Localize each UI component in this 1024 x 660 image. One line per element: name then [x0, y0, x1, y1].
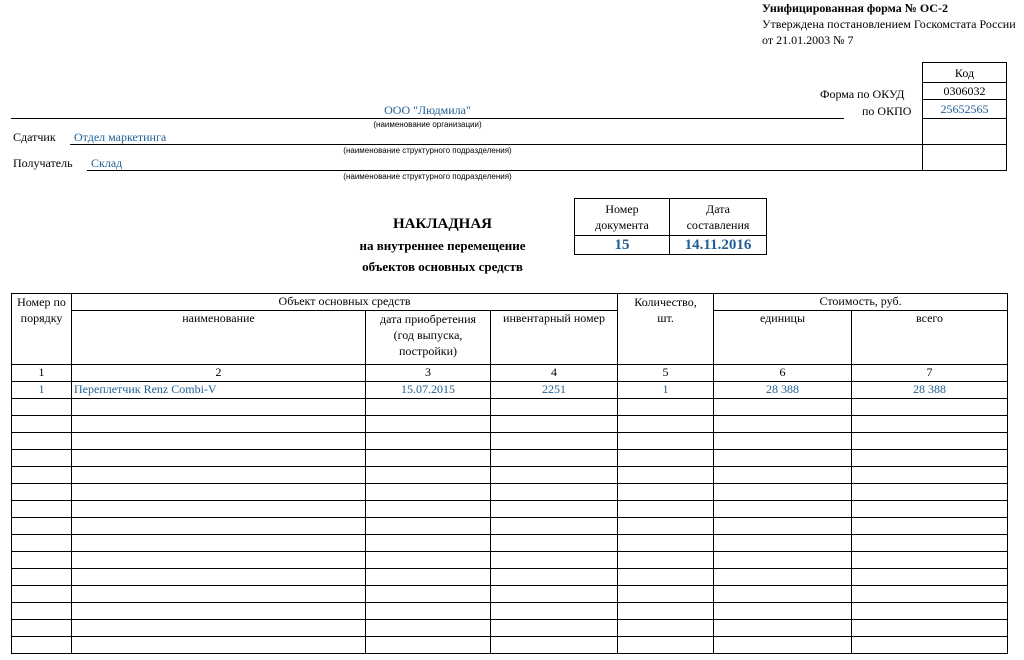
table-cell-empty [72, 620, 366, 637]
table-cell-empty [72, 484, 366, 501]
table-cell-empty [852, 467, 1008, 484]
table-cell-empty [366, 518, 491, 535]
table-cell-empty [366, 603, 491, 620]
table-cell-empty [366, 569, 491, 586]
table-cell-empty [12, 450, 72, 467]
cell-qty: 1 [618, 382, 714, 399]
receiver-line [87, 170, 922, 171]
table-cell-empty [618, 399, 714, 416]
cell-date: 15.07.2015 [366, 382, 491, 399]
header-unit-cost: единицы [714, 311, 852, 365]
table-cell-empty [618, 501, 714, 518]
table-cell-empty [12, 569, 72, 586]
table-row-empty [12, 484, 1008, 501]
doc-date-header-1: Дата [706, 202, 730, 216]
table-cell-empty [618, 603, 714, 620]
assets-table [11, 293, 1008, 654]
header-quantity [618, 294, 714, 365]
sender-value: Отдел маркетинга [74, 130, 167, 144]
organization-caption: (наименование организации) [373, 120, 482, 129]
table-cell-empty [72, 501, 366, 518]
header-acq-date-line-2: (год выпуска, [393, 328, 463, 342]
table-row-empty [12, 416, 1008, 433]
table-cell-empty [618, 586, 714, 603]
table-cell-empty [852, 603, 1008, 620]
cell-total: 28 388 [852, 382, 1008, 399]
table-cell-empty [491, 467, 618, 484]
cell-unit: 28 388 [714, 382, 852, 399]
table-cell-empty [12, 586, 72, 603]
table-cell-empty [72, 450, 366, 467]
receiver-value: Склад [91, 156, 123, 170]
table-cell-empty [852, 518, 1008, 535]
document-subtitle-2: объектов основных средств [362, 259, 523, 274]
table-cell-empty [12, 603, 72, 620]
doc-number-value: 15 [614, 237, 630, 253]
form-title: Унифицированная форма № ОС-2 [762, 1, 948, 15]
column-numbers-row [12, 365, 1008, 382]
table-cell-empty [12, 467, 72, 484]
table-cell-empty [366, 416, 491, 433]
receiver-label: Получатель [13, 156, 73, 170]
table-row-empty [12, 467, 1008, 484]
table-cell-empty [366, 399, 491, 416]
table-cell-empty [491, 399, 618, 416]
header-quantity-line-2: шт. [657, 311, 674, 325]
header-object: Объект основных средств [72, 294, 618, 311]
table-cell-empty [618, 518, 714, 535]
table-cell-empty [72, 552, 366, 569]
cell-name: Переплетчик Renz Combi-V [72, 382, 366, 399]
code-empty-1 [923, 119, 1006, 145]
header-name: наименование [72, 311, 366, 365]
doc-date-value: 14.11.2016 [684, 237, 752, 253]
table-cell-empty [714, 535, 852, 552]
table-cell-empty [852, 586, 1008, 603]
table-cell-empty [618, 535, 714, 552]
header-quantity-line-1: Количество, [634, 295, 697, 309]
okud-value: 0306032 [923, 83, 1006, 100]
okpo-value: 25652565 [923, 100, 1006, 119]
col-number: 2 [72, 365, 366, 382]
table-cell-empty [72, 535, 366, 552]
table-cell-empty [852, 637, 1008, 654]
table-cell-empty [72, 467, 366, 484]
table-cell-empty [491, 501, 618, 518]
table-cell-empty [618, 467, 714, 484]
table-cell-empty [618, 620, 714, 637]
form-header [762, 0, 1016, 48]
cell-num: 1 [12, 382, 72, 399]
approval-line-2: от 21.01.2003 № 7 [762, 33, 854, 47]
receiver-caption: (наименование структурного подразделения) [343, 172, 512, 181]
approval-line-1: Утверждена постановлением Госкомстата России [762, 17, 1016, 31]
table-cell-empty [491, 637, 618, 654]
col-number: 3 [366, 365, 491, 382]
header-row-number-line-2: порядку [20, 311, 63, 325]
doc-number-cell [575, 199, 670, 254]
table-cell-empty [714, 603, 852, 620]
table-cell-empty [852, 433, 1008, 450]
table-row-empty [12, 433, 1008, 450]
table-row-empty [12, 501, 1008, 518]
header-total-cost: всего [852, 311, 1008, 365]
table-cell-empty [72, 416, 366, 433]
col-number: 6 [714, 365, 852, 382]
table-cell-empty [714, 484, 852, 501]
table-cell-empty [852, 552, 1008, 569]
table-cell-empty [714, 416, 852, 433]
table-cell-empty [618, 416, 714, 433]
table-cell-empty [491, 450, 618, 467]
table-cell-empty [12, 484, 72, 501]
table-cell-empty [714, 467, 852, 484]
table-cell-empty [714, 399, 852, 416]
table-cell-empty [852, 535, 1008, 552]
col-number: 5 [618, 365, 714, 382]
table-cell-empty [714, 620, 852, 637]
table-cell-empty [72, 637, 366, 654]
table-cell-empty [12, 399, 72, 416]
doc-number-header-1: Номер [605, 202, 639, 216]
code-header: Код [923, 63, 1006, 83]
sender-caption: (наименование структурного подразделения) [343, 146, 512, 155]
table-cell-empty [366, 637, 491, 654]
table-row-empty [12, 586, 1008, 603]
table-cell-empty [714, 501, 852, 518]
table-cell-empty [491, 484, 618, 501]
header-row-number-line-1: Номер по [17, 295, 66, 309]
table-cell-empty [366, 586, 491, 603]
table-cell-empty [366, 535, 491, 552]
table-cell-empty [12, 620, 72, 637]
table-cell-empty [714, 518, 852, 535]
header-inventory: инвентарный номер [491, 311, 618, 365]
table-cell-empty [12, 501, 72, 518]
col-number: 4 [491, 365, 618, 382]
table-cell-empty [714, 433, 852, 450]
table-cell-empty [852, 416, 1008, 433]
sender-label: Сдатчик [13, 130, 56, 144]
header-acq-date-line-1: дата приобретения [379, 312, 477, 326]
table-row-empty [12, 637, 1008, 654]
doc-date-header-2: составления [686, 218, 750, 232]
table-cell-empty [491, 416, 618, 433]
okud-label: Форма по ОКУД [820, 87, 905, 101]
table-row-empty [12, 450, 1008, 467]
doc-date-cell [670, 199, 766, 254]
table-cell-empty [852, 484, 1008, 501]
table-row-empty [12, 518, 1008, 535]
table-row-empty [12, 535, 1008, 552]
col-number: 7 [852, 365, 1008, 382]
table-cell-empty [618, 450, 714, 467]
table-cell-empty [12, 552, 72, 569]
table-cell-empty [12, 518, 72, 535]
table-cell-empty [72, 518, 366, 535]
table-cell-empty [366, 552, 491, 569]
table-cell-empty [12, 637, 72, 654]
table-cell-empty [852, 399, 1008, 416]
doc-number-header-2: документа [595, 218, 649, 232]
table-cell-empty [366, 467, 491, 484]
table-cell-empty [618, 637, 714, 654]
table-cell-empty [714, 569, 852, 586]
table-cell-empty [72, 399, 366, 416]
header-acq-date-line-3: постройки) [398, 344, 458, 358]
organization-line [11, 118, 844, 119]
table-cell-empty [852, 501, 1008, 518]
table-cell-empty [366, 450, 491, 467]
table-cell-empty [491, 603, 618, 620]
table-cell-empty [72, 586, 366, 603]
table-cell-empty [491, 620, 618, 637]
table-cell-empty [618, 433, 714, 450]
table-cell-empty [12, 416, 72, 433]
table-cell-empty [72, 433, 366, 450]
table-cell-empty [72, 569, 366, 586]
table-row-empty [12, 603, 1008, 620]
table-cell-empty [714, 637, 852, 654]
table-row [12, 382, 1008, 399]
cell-inv: 2251 [491, 382, 618, 399]
table-cell-empty [618, 552, 714, 569]
table-cell-empty [491, 586, 618, 603]
table-cell-empty [491, 552, 618, 569]
code-empty-2 [923, 145, 1006, 170]
okpo-label: по ОКПО [862, 104, 912, 118]
table-cell-empty [72, 603, 366, 620]
table-row-empty [12, 399, 1008, 416]
table-cell-empty [618, 569, 714, 586]
table-row-empty [12, 569, 1008, 586]
header-cost: Стоимость, руб. [714, 294, 1008, 311]
table-cell-empty [714, 552, 852, 569]
table-cell-empty [366, 433, 491, 450]
table-cell-empty [366, 501, 491, 518]
sender-line [70, 144, 922, 145]
table-cell-empty [714, 450, 852, 467]
table-cell-empty [852, 620, 1008, 637]
table-cell-empty [852, 450, 1008, 467]
table-row-empty [12, 552, 1008, 569]
header-row-number [12, 294, 72, 365]
table-cell-empty [491, 433, 618, 450]
table-cell-empty [491, 569, 618, 586]
document-title: НАКЛАДНАЯ [392, 216, 493, 232]
table-row-empty [12, 620, 1008, 637]
document-info-box [574, 198, 767, 255]
table-cell-empty [618, 484, 714, 501]
codes-box [922, 62, 1007, 171]
table-cell-empty [366, 484, 491, 501]
table-cell-empty [12, 535, 72, 552]
document-subtitle-1: на внутреннее перемещение [359, 238, 526, 253]
table-cell-empty [12, 433, 72, 450]
organization-name: ООО "Людмила" [384, 103, 471, 117]
table-cell-empty [714, 586, 852, 603]
table-cell-empty [491, 535, 618, 552]
table-cell-empty [366, 620, 491, 637]
table-cell-empty [491, 518, 618, 535]
table-cell-empty [852, 569, 1008, 586]
header-acq-date [366, 311, 491, 365]
col-number: 1 [12, 365, 72, 382]
